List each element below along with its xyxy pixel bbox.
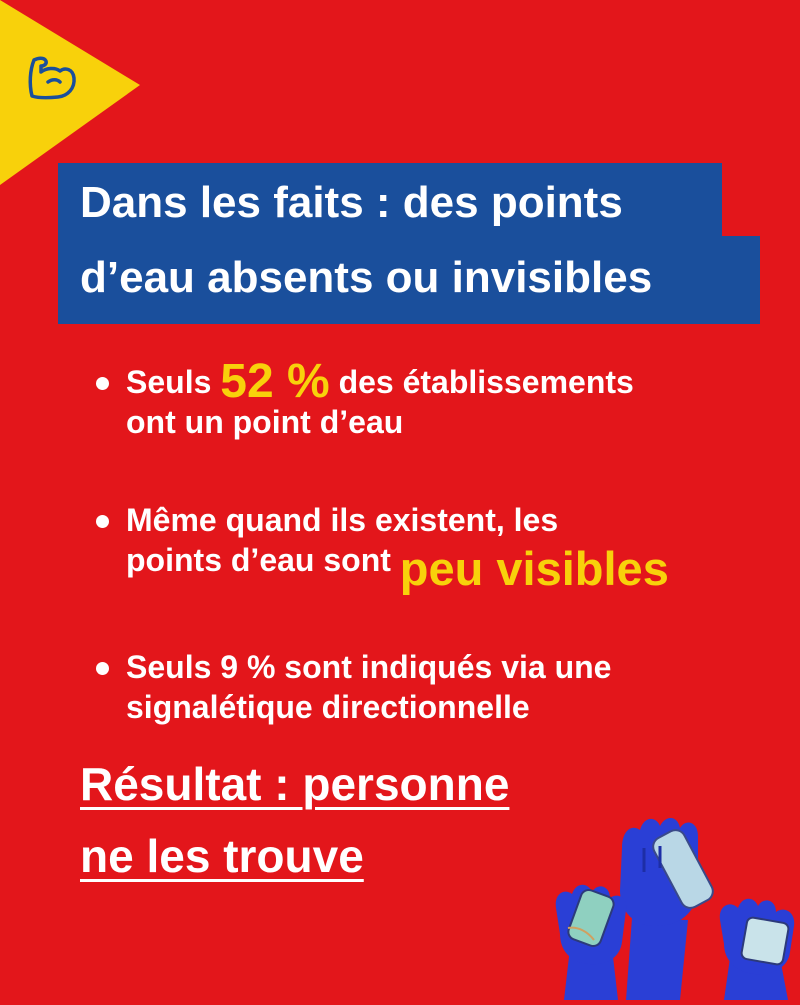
right-fist-icon: [720, 899, 794, 1000]
title-line-2: d’eau absents ou invisibles: [58, 236, 760, 324]
bullet-list: [94, 355, 794, 785]
bullet-item-3: [94, 647, 794, 727]
bullet-3-line1: Seuls 9 % sont indiqués via une: [126, 649, 612, 685]
bullet-1-before: Seuls: [126, 364, 212, 400]
bullet-1-highlight: 52 %: [220, 355, 330, 408]
result-line-2: ne les trouve: [80, 830, 364, 882]
bullet-2-before: points d’eau sont: [126, 542, 391, 578]
bullet-dot: [96, 377, 109, 390]
corner-badge: [0, 0, 140, 185]
center-fist-icon: [620, 818, 716, 1000]
bullet-1-after: des établissements: [338, 364, 634, 400]
bullet-2-highlight: peu visibles: [399, 542, 669, 595]
left-fist-icon: [556, 885, 627, 1000]
bullet-item-2: [94, 500, 794, 595]
bullet-dot: [96, 515, 109, 528]
bullet-item-1: [94, 355, 794, 442]
result-line-1: Résultat : personne: [80, 758, 510, 810]
bullet-2-line1: Même quand ils existent, les: [126, 502, 559, 538]
bullet-dot: [96, 662, 109, 675]
raised-fists-illustration: [548, 808, 800, 1000]
bullet-1-line2: ont un point d’eau: [126, 404, 404, 440]
title-line-1: Dans les faits : des points: [58, 163, 722, 251]
result-statement: [80, 748, 509, 892]
bullet-3-line2: signalétique directionnelle: [126, 689, 530, 725]
